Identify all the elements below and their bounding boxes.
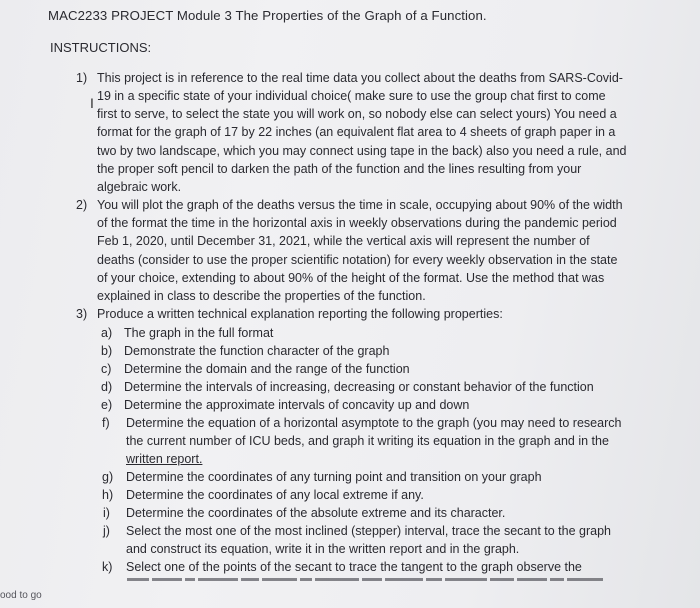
item-2-number: 2) xyxy=(76,198,88,212)
cutoff-text-line xyxy=(127,578,617,584)
subitem-letter: b) xyxy=(101,344,113,358)
item-2-line: Feb 1, 2020, until December 31, 2021, while the vertical axis will represent the number of xyxy=(97,234,590,248)
subitem-letter: d) xyxy=(101,380,113,394)
footer-text: ood to go xyxy=(0,590,42,601)
subitem-text: and construct its equation, write it in the written report and in the graph. xyxy=(126,542,520,556)
item-1-line: This project is in reference to the real time data you collect about the deaths from SARS-Covid- xyxy=(97,71,623,85)
subitem-text: the current number of ICU beds, and graph it writing its equation in the graph and in the xyxy=(126,434,609,448)
item-2-line: deaths (consider to use the proper scientific notation) for every weekly observation in the state xyxy=(97,253,618,267)
item-1-number: 1) xyxy=(76,71,88,85)
subitem-text: The graph in the full format xyxy=(124,326,274,340)
item-1-line: the proper soft pencil to darken the path of the function and the lines resulting from your xyxy=(97,162,582,176)
subitem-text: Determine the approximate intervals of concavity up and down xyxy=(124,398,470,412)
subitem-letter: j) xyxy=(103,524,110,538)
item-1-line: format for the graph of 17 by 22 inches (an equivalent flat area to 4 sheets of graph paper in a xyxy=(97,125,616,139)
item-2-line: of your choice, extending to about 90% of the height of the format. Use the method that was xyxy=(97,271,605,285)
subitem-letter: h) xyxy=(102,488,114,502)
subitem-text: Select the most one of the most inclined (stepper) interval, trace the secant to the graph xyxy=(126,524,611,538)
item-2-line: You will plot the graph of the deaths versus the time in scale, occupying about 90% of the width xyxy=(97,198,623,212)
subitem-text: Determine the intervals of increasing, decreasing or constant behavior of the function xyxy=(124,380,594,394)
item-1-line: 19 in a specific state of your individual choice( make sure to use the group chat first to come xyxy=(97,89,606,103)
subitem-text: Determine the domain and the range of the function xyxy=(124,362,410,376)
subitem-letter: a) xyxy=(101,326,113,340)
subitem-text: Select one of the points of the secant to trace the tangent to the graph observe the xyxy=(126,560,582,574)
page-title: MAC2233 PROJECT Module 3 The Properties of the Graph of a Function. xyxy=(48,8,487,23)
item-2-line: of the format the time in the horizontal axis in weekly observations during the pandemic period xyxy=(97,216,617,230)
subitem-letter: k) xyxy=(102,560,113,574)
item-1-line: algebraic work. xyxy=(97,180,182,194)
item-3-number: 3) xyxy=(76,307,88,321)
subitem-text: Demonstrate the function character of the graph xyxy=(124,344,390,358)
subitem-text: Determine the coordinates of the absolute extreme and its character. xyxy=(126,506,506,520)
item-1-line: first to serve, to select the state you will work on, so nobody else can select yours) You need a xyxy=(97,107,617,121)
subitem-text: Determine the equation of a horizontal asymptote to the graph (you may need to research xyxy=(126,416,622,430)
subitem-letter: c) xyxy=(101,362,112,376)
subitem-text: Determine the coordinates of any turning point and transition on your graph xyxy=(126,470,542,484)
item-3-intro: Produce a written technical explanation reporting the following properties: xyxy=(97,307,503,321)
subitem-text: written report. xyxy=(126,452,203,466)
subitem-letter: g) xyxy=(102,470,114,484)
instructions-heading: INSTRUCTIONS: xyxy=(50,40,152,55)
subitem-text: Determine the coordinates of any local extreme if any. xyxy=(126,488,424,502)
text-cursor-icon: I xyxy=(90,95,94,111)
item-1-line: two by two landscape, which you may connect using tape in the back) also you need a rule, and xyxy=(97,144,627,158)
subitem-letter: e) xyxy=(101,398,113,412)
subitem-letter: i) xyxy=(103,506,110,520)
item-2-line: explained in class to describe the properties of the function. xyxy=(97,289,426,303)
subitem-letter: f) xyxy=(102,416,110,430)
